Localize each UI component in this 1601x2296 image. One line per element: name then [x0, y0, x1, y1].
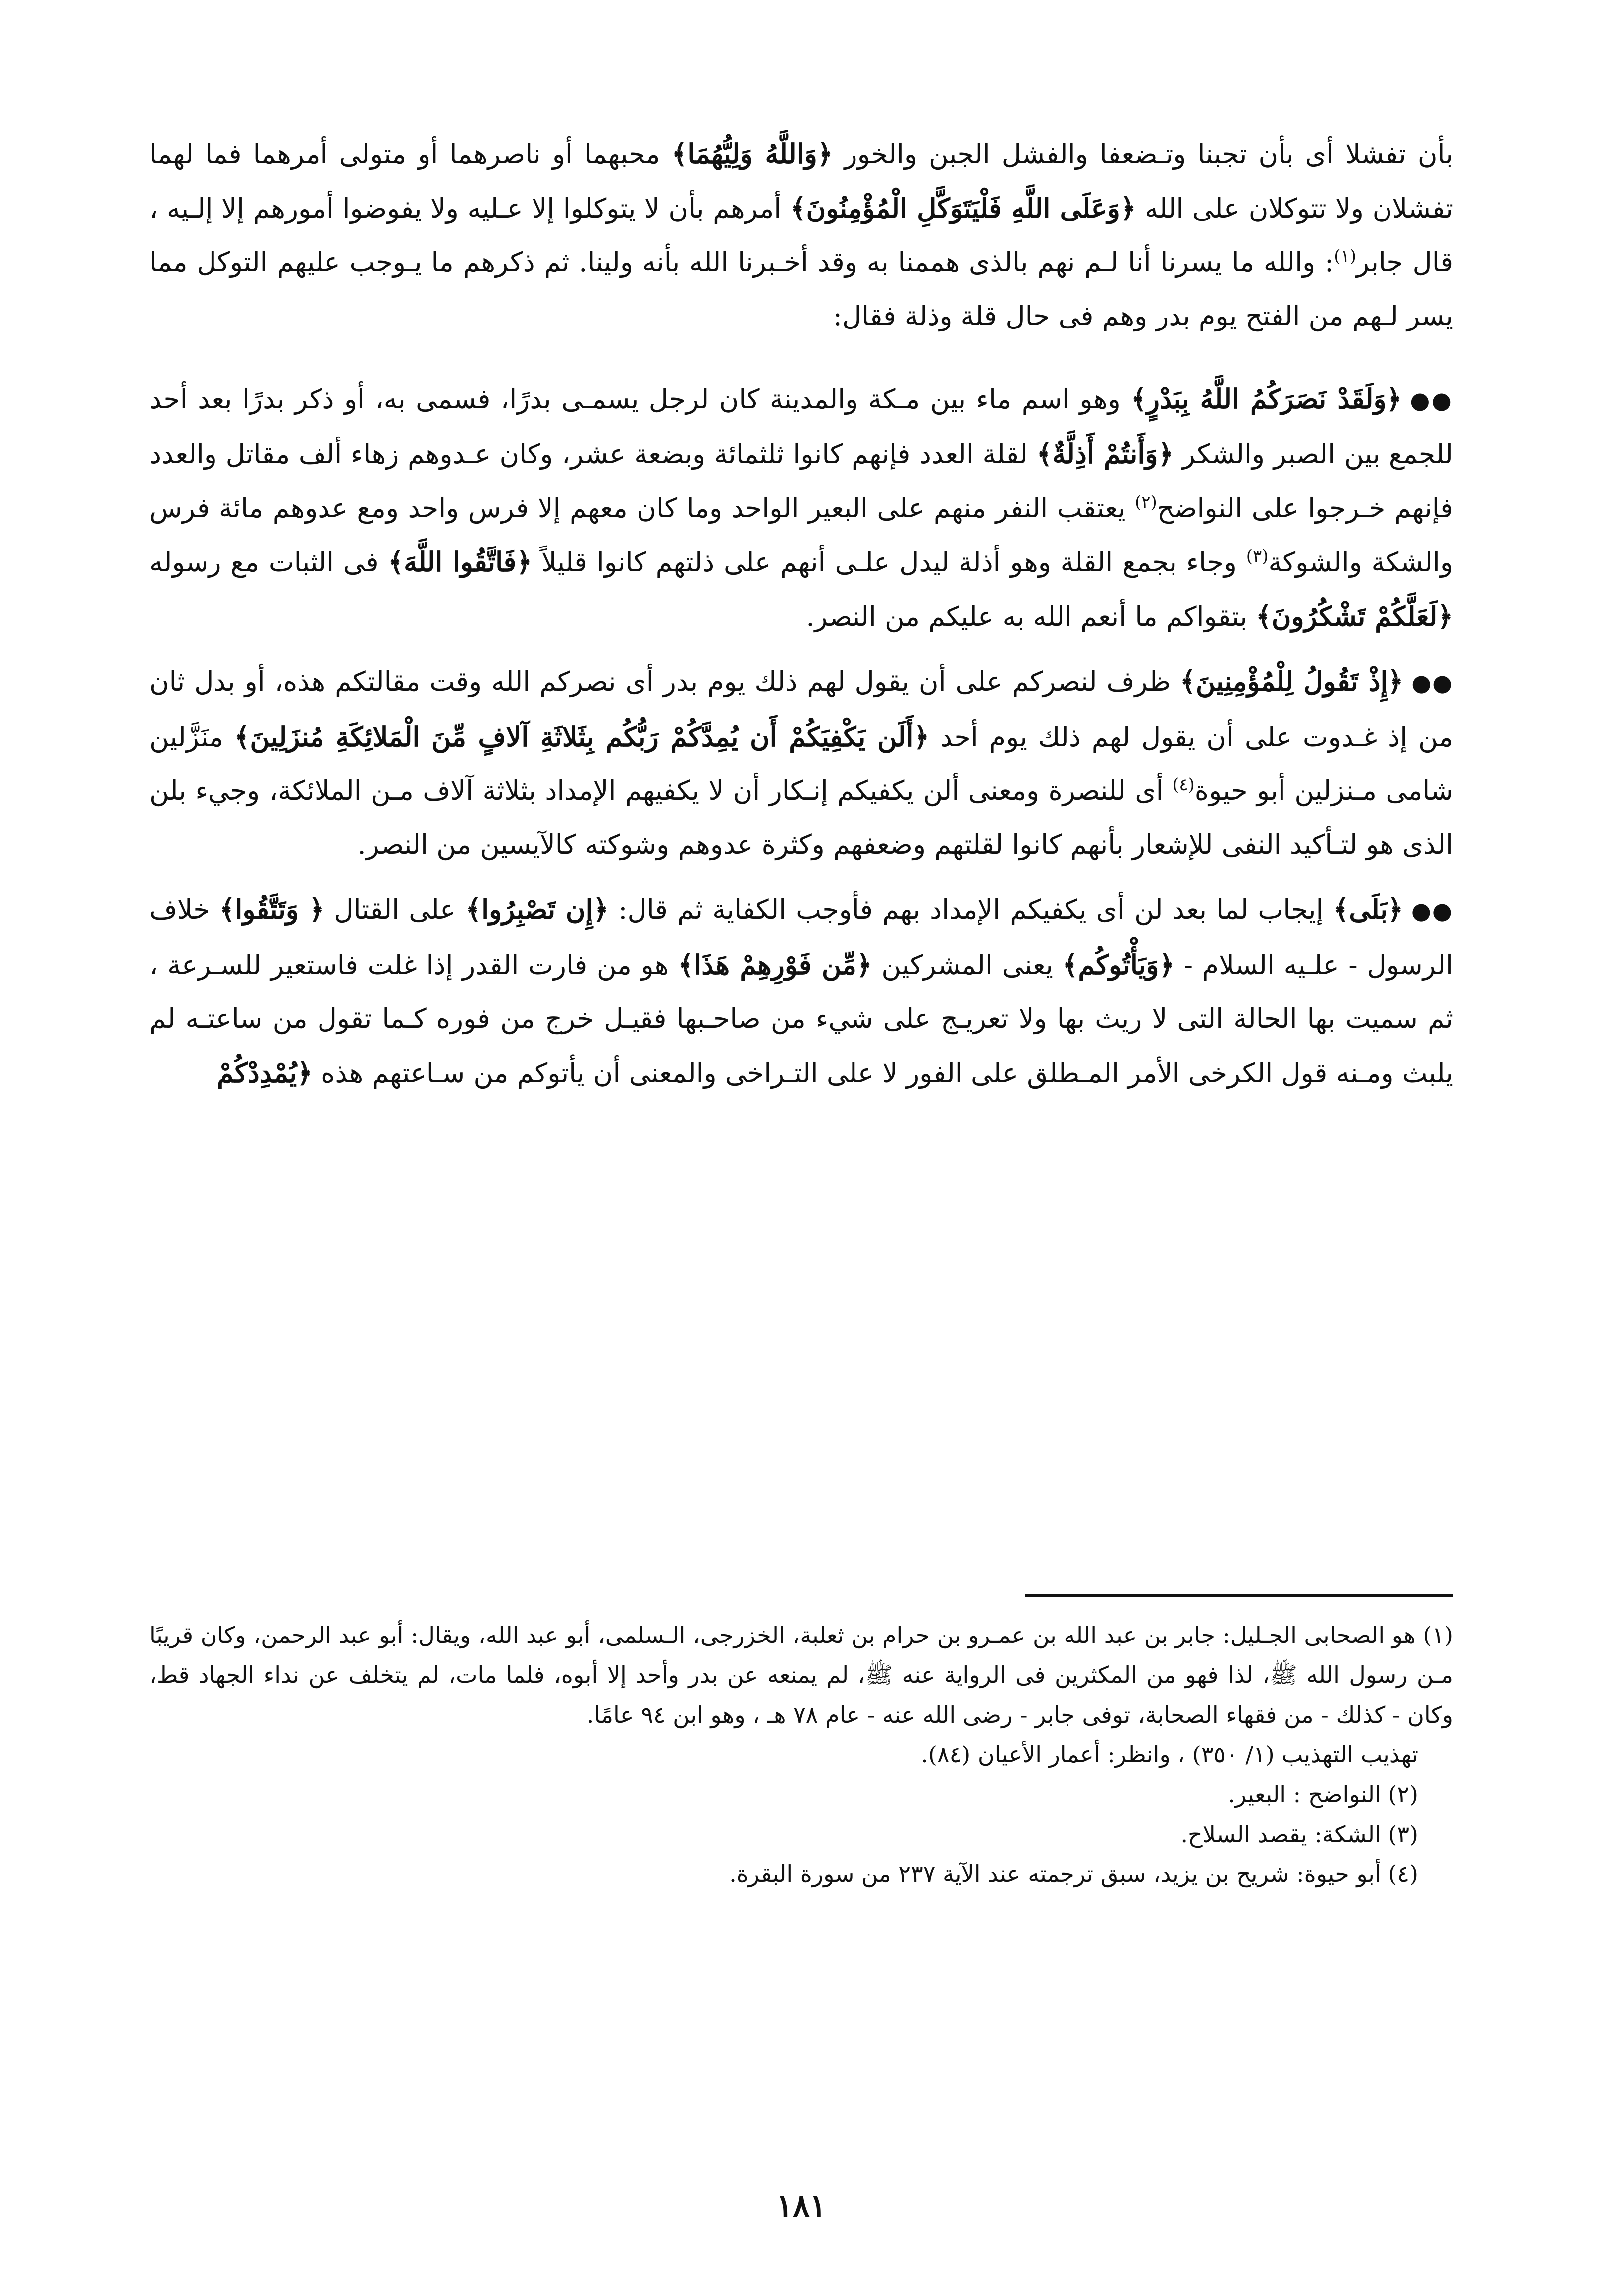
footnote-marker: (٤)	[1172, 775, 1195, 795]
page-number: ١٨١	[776, 2187, 826, 2224]
body-text: أمرهم بأن لا يتوكلوا إلا عـليه ولا يفوضوا أمورهم إلا إلـيه ، قال جابر	[149, 193, 1454, 278]
footnote-marker: (١)	[1334, 246, 1357, 266]
body-text: وهو اسم ماء بين مـكة والمدينة كان لرجل يسمـى بدرًا، فسمى به، أو ذكر بدرًا بعد أحد للجمع بين الصبر والشكر	[149, 383, 1453, 470]
main-text	[149, 127, 1453, 1100]
body-text: بتقواكم ما أنعم الله به عليكم من النصر.	[806, 601, 1256, 632]
body-text: : والله ما يسرنا أنا لـم نهم بالذى هممنا به وقد أخـبرنا الله بأنه ولينا. ثم ذكرهم ما يـوجب عليهم التوكل مما يسر لـهم من الفتح يوم بدر وهم فى حال قلة وذلة فقال:	[149, 246, 1453, 331]
quran-quote: ﴿وَعَلَى اللَّهِ فَلْيَتَوَكَّلِ الْمُؤْمِنُونَ﴾	[790, 192, 1136, 224]
body-text: محبهما أو ناصرهما أو متولى أمرهما فما لهما تفشلان ولا تتوكلان على الله	[149, 138, 1453, 224]
body-text: يعتقب النفر منهم على البعير الواحد وما كان معهم إلا فرس واحد ومع عدوهم مائة فرس والشكة والشوكة	[149, 492, 1453, 578]
quran-quote: ﴿وَلَقَدْ نَصَرَكُمُ اللَّهُ بِبَدْرٍ﴾	[1131, 383, 1402, 415]
book-page	[149, 127, 1453, 2242]
body-text: وجاء بجمع القلة وهو أذلة ليدل علـى أنهم على ذلتهم كانوا قليلاً	[532, 547, 1246, 578]
body-text: بأن تفشلا أى بأن تجبنا وتـضعفا والفشل الجبن والخور	[833, 138, 1453, 170]
body-text: إيجاب لما بعد لن أى يكفيكم الإمداد بهم فأوجب الكفاية ثم قال:	[609, 894, 1333, 925]
quran-quote: ﴿إِن تَصْبِرُوا﴾	[465, 893, 609, 925]
paragraph	[149, 882, 1453, 1100]
footnotes	[149, 1615, 1453, 1894]
body-text: لقلة العدد فإنهم كانوا ثلثمائة وبضعة عشر، وكان عـدوهم زهاء ألف مقاتل والعدد فإنهم خـرجوا على النواضح	[149, 438, 1453, 524]
body-text: ظرف لنصركم على أن يقول لهم ذلك يوم بدر أى نصركم الله وقت مقالتكم هذه، أو بدل ثان من إذ غـدوت على أن يقول لهم ذلك يوم أحد	[149, 666, 1453, 753]
paragraph	[149, 127, 1453, 343]
footnote-separator	[1025, 1594, 1453, 1597]
body-text: منَزَّلين شامى مـنزلين أبو حيوة	[149, 721, 1453, 806]
body-text: على القتال	[324, 894, 466, 925]
quran-quote: ﴿وَأَنتُمْ أَذِلَّةٌ﴾	[1036, 438, 1174, 470]
quran-quote: ﴿لَعَلَّكُمْ تَشْكُرُونَ﴾	[1256, 600, 1453, 632]
quran-quote: ﴿إِذْ تَقُولُ لِلْمُؤْمِنِينَ﴾	[1180, 665, 1404, 697]
paragraph	[149, 372, 1453, 644]
paragraph	[149, 655, 1453, 872]
footnote-marker: (٢)	[1134, 492, 1157, 512]
footnote-2: (٢) النواضح : البعير.	[1228, 1781, 1418, 1808]
quran-quote: ﴿ وَتَتَّقُوا﴾	[219, 893, 325, 925]
quran-quote: ﴿أَلَن يَكْفِيَكُمْ أَن يُمِدَّكُمْ رَبُّكُم بِثَلاثَةِ آلافٍ مِّنَ الْمَلائِكَةِ مُنزَلِينَ﴾	[234, 721, 930, 753]
quran-quote: ﴿يُمْدِدْكُمْ	[216, 1057, 313, 1089]
footnote-marker: (٣)	[1246, 547, 1269, 566]
quran-quote: ﴿مِّن فَوْرِهِمْ هَذَا﴾	[678, 949, 872, 981]
footnote-1-reference: تهذيب التهذيب (١/ ٣٥٠) ، وانظر: أعمار الأعيان (٨٤).	[921, 1741, 1418, 1768]
body-text: فى الثبات مع رسوله	[149, 547, 388, 578]
paragraph-bullet: ●●	[1411, 669, 1453, 696]
body-text: أى للنصرة ومعنى ألن يكفيكم إنـكار أن لا يكفيهم الإمداد بثلاثة آلاف مـن الملائكة، وجيء بلن الذى هو لتـأكيد النفى للإشعار بأنهم كانوا لقلتهم وضعفهم وكثرة عدوهم وشوكته كالآيسين من النصر.	[149, 775, 1453, 860]
footnote-3: (٣) الشكة: يقصد السلاح.	[1180, 1821, 1418, 1848]
quran-quote: ﴿فَاتَّقُوا اللَّهَ﴾	[388, 546, 532, 578]
footnote-4: (٤) أبو حيوة: شريح بن يزيد، سبق ترجمته عند الآية ٢٣٧ من سورة البقرة.	[729, 1860, 1418, 1887]
paragraph-bullet: ●●	[1411, 897, 1453, 924]
footnote-1: (١) هو الصحابى الجـليل: جابر بن عبد الله بن عمـرو بن حرام بن ثعلبة، الخزرجى، الـسلمى، أبو عبد الله، ويقال: أبو عبد الرحمن، وكان قريبًا مـن رسول الله ﷺ، لذا فهو من المكثرين فى الرواية عنه ﷺ، لم يمنعه عن بدر وأحد إلا أبوه، فلما مات، لم يتخلف عن نداء الجهاد قط، وكان - كذلك - من فقهاء الصحابة، توفى جابر - رضى الله عنه - عام ٧٨ هـ ، وهو ابن ٩٤ عامًا.	[149, 1622, 1453, 1728]
paragraph-bullet: ●●	[1410, 387, 1454, 414]
body-text: خلاف الرسول - علـيه السلام -	[149, 894, 1453, 981]
body-text: هو من فارت القدر إذا غلت فاستعير للسـرعة ، ثم سميت بها الحالة التى لا ريث بها ولا تعريـج على شيء من صاحـبها فقيـل خرج من فوره كـما تقول من ساعتـه لم يلبث ومـنه قول الكرخى الأمر المـطلق على الفور لا على التـراخى والمعنى أن يأتوكم من سـاعتهم هذه	[149, 949, 1453, 1089]
quran-quote: ﴿بَلَى﴾	[1333, 893, 1403, 925]
quran-quote: ﴿وَاللَّهُ وَلِيُّهُمَا﴾	[671, 138, 833, 170]
quran-quote: ﴿وَيَأْتُوكُم﴾	[1062, 949, 1175, 981]
body-text: يعنى المشركين	[872, 949, 1063, 981]
